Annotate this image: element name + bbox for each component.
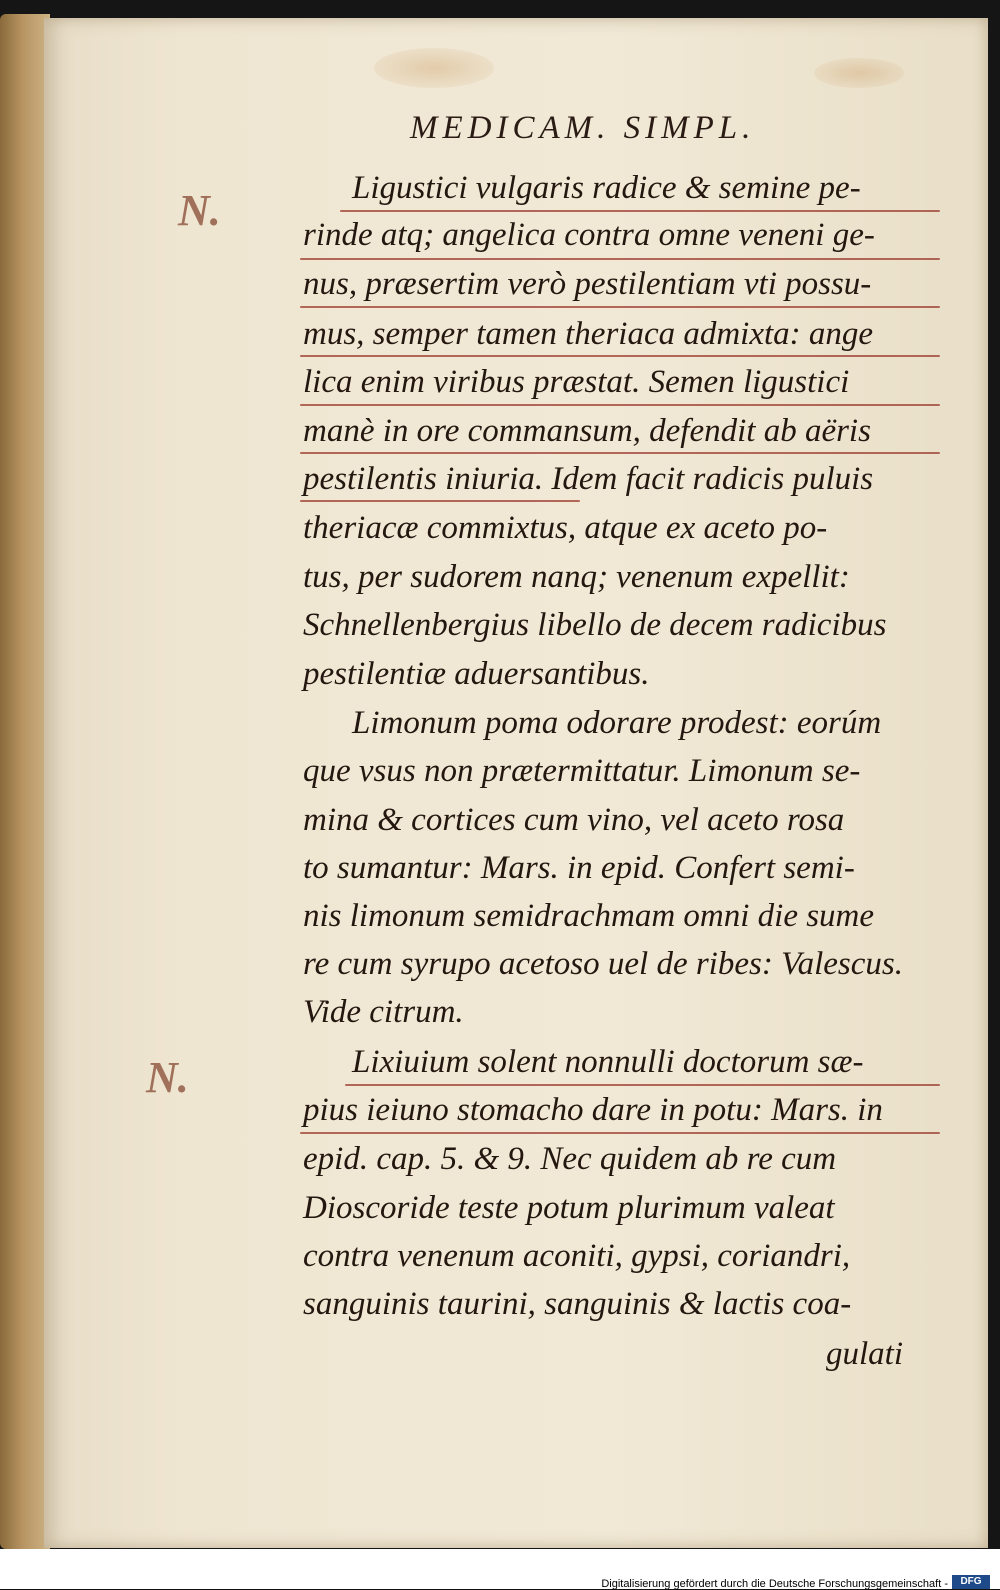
text-line: nus, præsertim verò pestilentiam vti possu-: [303, 266, 872, 302]
text-line: mus, semper tamen theriaca admixta: ange: [303, 316, 874, 352]
text-line: contra venenum aconiti, gypsi, coriandri,: [303, 1238, 851, 1274]
text-line: re cum syrupo acetoso uel de ribes: Valescus.: [303, 946, 903, 982]
text-line: pestilentiæ aduersantibus.: [303, 656, 650, 692]
reader-underline: [300, 500, 580, 502]
text-line: pestilentis iniuria. Idem facit radicis puluis: [303, 461, 874, 497]
text-line: manè in ore commansum, defendit ab aëris: [303, 413, 871, 449]
reader-underline: [300, 404, 940, 406]
page-stain: [374, 48, 494, 88]
text-line: Dioscoride teste potum plurimum valeat: [303, 1190, 835, 1226]
margin-note: N.: [178, 186, 221, 235]
text-line: tus, per sudorem nanq; venenum expellit:: [303, 559, 850, 595]
text-line: nis limonum semidrachmam omni die sume: [303, 898, 875, 934]
running-header: MEDICAM. SIMPL.: [410, 110, 756, 146]
book-edge: [0, 14, 50, 1549]
reader-underline: [345, 1084, 940, 1086]
dfg-logo: DFG: [952, 1575, 990, 1589]
text-line: to sumantur: Mars. in epid. Confert semi-: [303, 850, 855, 886]
text-line: Vide citrum.: [303, 994, 464, 1030]
text-line: gulati: [826, 1336, 904, 1372]
text-line: Schnellenbergius libello de decem radicibus: [303, 607, 887, 643]
margin-note: N.: [146, 1053, 189, 1102]
reader-underline: [300, 1132, 940, 1134]
reader-underline: [300, 258, 940, 260]
text-line: lica enim viribus præstat. Semen ligustici: [303, 364, 850, 400]
text-line: Limonum poma odorare prodest: eorúm: [352, 705, 882, 741]
reader-underline: [300, 452, 940, 454]
page-stain: [814, 58, 904, 88]
text-line: que vsus non prætermittatur. Limonum se-: [303, 753, 861, 789]
text-line: epid. cap. 5. & 9. Nec quidem ab re cum: [303, 1141, 837, 1177]
text-line: sanguinis taurini, sanguinis & lactis coa-: [303, 1286, 852, 1322]
text-line: Ligustici vulgaris radice & semine pe-: [352, 170, 861, 206]
reader-underline: [300, 306, 940, 308]
text-line: mina & cortices cum vino, vel aceto rosa: [303, 802, 845, 838]
text-line: rinde atq; angelica contra omne veneni ge-: [303, 217, 875, 253]
digitization-credit: Digitalisierung gefördert durch die Deutsche Forschungsgemeinschaft -: [601, 1578, 948, 1590]
text-line: theriacæ commixtus, atque ex aceto po-: [303, 510, 828, 546]
text-line: Lixiuium solent nonnulli doctorum sæ-: [352, 1044, 864, 1080]
reader-underline: [300, 355, 940, 357]
text-line: pius ieiuno stomacho dare in potu: Mars. in: [303, 1092, 883, 1128]
reader-underline: [340, 210, 940, 212]
